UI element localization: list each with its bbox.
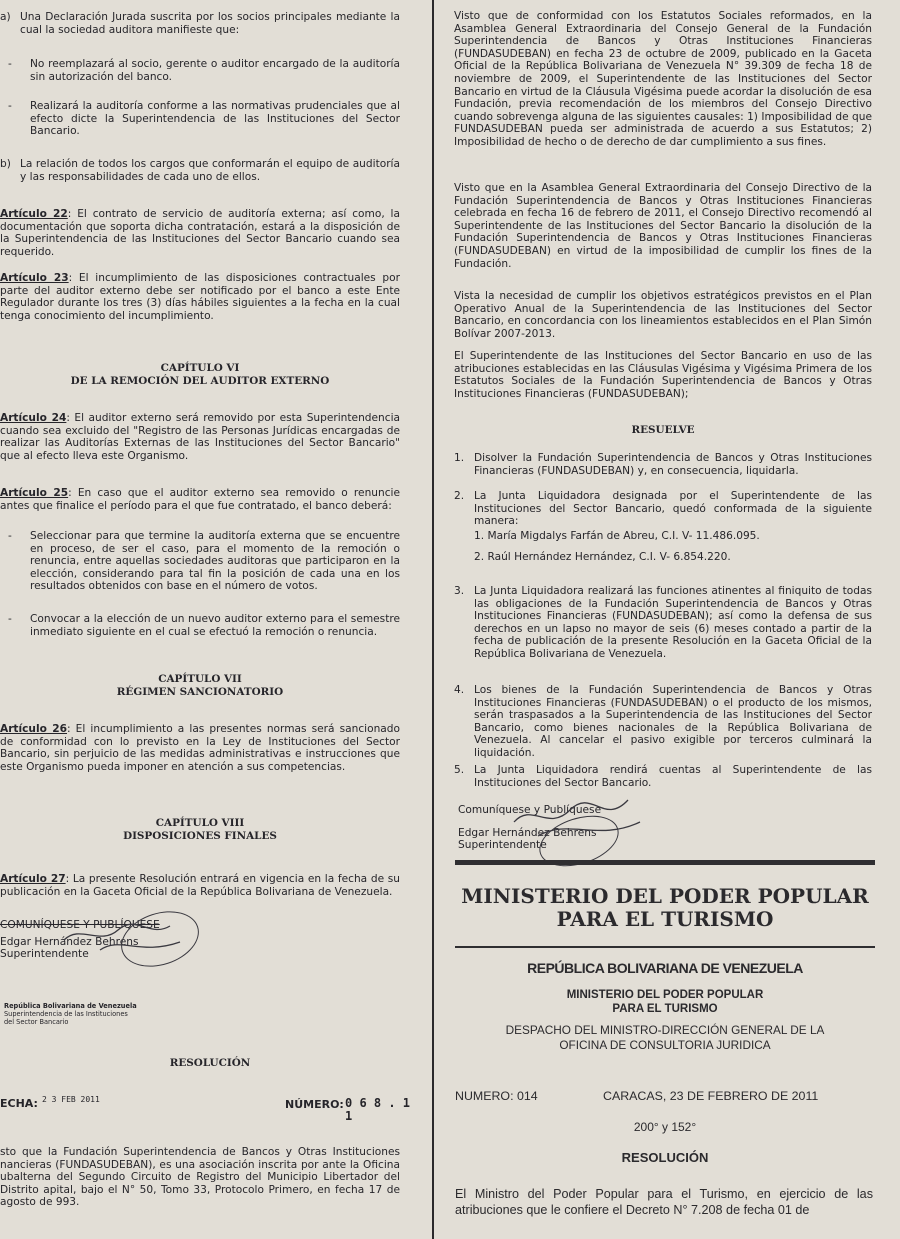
junta-member-2: 2. Raúl Hernández Hernández, C.I. V- 6.854.220. [474,551,731,563]
signature-name: Edgar Hernández Behrens [0,935,139,948]
chapter-6-heading [0,362,400,388]
item-text: Disolver la Fundación Superintendencia de Bancos y Otras Instituciones Financieras (FUNDASUDEBAN) y, en consecuencia, liquidarla. [474,452,872,477]
article-24-text: : El auditor externo será removido por esta Superintendencia cuando sea excluido del "Registro de las Personas Jurídicas encargadas de realizar las Auditorías Externas de las Instituciones del Sector Bancario" que al efecto lleva este Organismo. [0,412,400,462]
dash-text: Convocar a la elección de un nuevo auditor externo para el semestre inmediato siguiente en el cual se efectuó la remoción o renuncia. [30,613,400,638]
ministry-resolution-number: NUMERO: 014 [455,1089,538,1103]
resuelve-item-5 [454,764,872,789]
letterhead-line-2: Superintendencia de las Instituciones [4,1009,128,1018]
item-b-text: La relación de todos los cargos que conformarán el equipo de auditoría y las responsabilidades de cada uno de ellos. [20,158,400,183]
despacho-heading [455,1023,875,1053]
signature-name: Edgar Hernández Behrens [458,826,597,839]
item-number: 2. [454,490,465,502]
ministry-line-1: MINISTERIO DEL PODER POPULAR [461,884,869,908]
item-text: Los bienes de la Fundación Superintendencia de Bancos y Otras Instituciones Financieras (FUNDASUDEBAN) o el producto de los mismos, serán traspasados a la Superintendencia de las Instituciones del Sector Bancario, como bienes nacionales de la República Bolivariana de Venezuela. Al cancelar el pasivo exigible por terceros culminará la liquidación. [474,684,872,759]
article-25-dash-1: - Seleccionar para que termine la auditoría externa que se encuentre en proceso, de ser el caso, para el momento de la remoción o renuncia, entre aquellas sociedades auditoras que participaron en la elección, considerando para tal fin la posición de cada una en los resultados obtenidos con base en el número de votos. [8,530,400,593]
article-25 [0,487,400,512]
column-divider [432,0,434,1239]
item-number: 5. [454,764,465,776]
item-b-label: b) [0,158,11,170]
article-23 [0,272,400,322]
article-25-label: Artículo 25 [0,487,69,499]
article-27 [0,873,400,898]
article-24-label: Artículo 24 [0,412,67,424]
ministerio-line-2: PARA EL TURISMO [612,1003,718,1015]
article-24 [0,412,400,462]
signature-line: Comuníquese y Publíquese [458,804,602,816]
item-a-label: a) [0,11,11,23]
ministry-opening-paragraph: El Ministro del Poder Popular para el Turismo, en ejercicio de las atribuciones que le confiere el Decreto N° 7.208 de fecha 01 de [455,1187,873,1217]
resuelve-item-2 [454,490,872,528]
article-26 [0,723,400,773]
item-number: 4. [454,684,465,696]
item-text: La Junta Liquidadora rendirá cuentas al Superintendente de las Instituciones del Sector Bancario. [474,764,872,789]
item-a-dash-1: - No reemplazará al socio, gerente o auditor encargado de la auditoría sin autorización del banco. [8,58,400,83]
article-25-dash-2: - Convocar a la elección de un nuevo auditor externo para el semestre inmediato siguiente en el cual se efectuó la remoción o renuncia. [8,613,400,638]
visto-paragraph-1: Visto que de conformidad con los Estatutos Sociales reformados, en la Asamblea General Extraordinaria del Consejo General de la Fundación Superintendencia de Bancos y Otras Instituciones Financieras (FUNDASUDEBAN) en fecha 23 de octubre de 2009, publicado en la Gaceta Oficial de la República Bolivariana de Venezuela N° 39.309 de fecha 18 de noviembre de 2009, el Superintendente de las Instituciones del Sector Bancario en virtud de la Cláusula Vigésima puede acordar la disolución de esa Fundación, previa recomendación de los miembros del Consejo Directivo cuando sobrevenga alguna de las siguientes causales: 1) Imposibilidad de que FUNDASUDEBAN pueda ser administrada de acuerdo a sus Estatutos; 2) Imposibilidad de hecho o de derecho de dar cumplimiento a sus fines. [454,10,872,148]
left-closing-paragraph: sto que la Fundación Superintendencia de Bancos y Otras Instituciones nancieras (FUNDASUDEBAN), es una asociación inscrita por ante la Oficina ubalterna del Segundo Circuito de Registro del Municipio Libertador del Distrito apital, bajo el N° 50, Tomo 33, Protocolo Primero, en fecha 17 de agosto de 993. [0,1146,400,1209]
article-26-text: : El incumplimiento a las presentes normas será sancionado de conformidad con lo previsto en la Ley de Instituciones del Sector Bancario, sin perjuicio de las medidas administrativas e instrucciones que este Organismo pueda imponer en atención a sus competencias. [0,723,400,773]
chapter-7-number: CAPÍTULO VII [158,673,242,685]
ministerio-heading [455,988,875,1016]
article-26-label: Artículo 26 [0,723,68,735]
article-23-label: Artículo 23 [0,272,69,284]
dash-text: No reemplazará al socio, gerente o auditor encargado de la auditoría sin autorización del banco. [30,58,400,83]
chapter-7-heading [0,673,400,699]
item-b [0,158,400,183]
item-number: 1. [454,452,465,464]
visto-paragraph-2: Visto que en la Asamblea General Extraordinaria del Consejo Directivo de la Fundación Superintendencia de Bancos y Otras Instituciones Financieras celebrada en fecha 16 de febrero de 2011, el Consejo Directivo recomendó al Superintendente de las Instituciones del Sector Bancario la disolución de la Fundación Superintendencia de Bancos y Otras Instituciones Financieras (FUNDASUDEBAN) en virtud de la imposibilidad de cumplir los fines de la Fundación. [454,182,872,270]
fecha-stamp: 2 3 FEB 2011 [42,1095,100,1104]
item-a-dash-2: - Realizará la auditoría conforme a las normativas prudenciales que al efecto dicte la Superintendencia de las Instituciones del Sector Bancario. [8,100,400,138]
fecha-label: ECHA: [0,1097,38,1110]
item-a-text: Una Declaración Jurada suscrita por los socios principales mediante la cual la sociedad auditora manifieste que: [20,11,400,36]
article-22 [0,208,400,258]
ministry-place-date: CARACAS, 23 DE FEBRERO DE 2011 [603,1089,819,1103]
handwritten-signature [508,792,648,852]
article-27-label: Artículo 27 [0,873,66,885]
letterhead-line-3: del Sector Bancario [4,1017,69,1026]
article-25-text: : En caso que el auditor externo sea removido o renuncie antes que finalice el período para el que fue contratado, el banco deberá: [0,487,401,512]
article-22-label: Artículo 22 [0,208,68,220]
letterhead [4,1003,204,1026]
handwritten-signature [60,916,200,966]
resuelve-item-1 [454,452,872,477]
resuelve-item-3 [454,585,872,661]
junta-member-1: 1. María Migdalys Farfán de Abreu, C.I. V- 11.486.095. [474,530,760,542]
item-a [0,11,400,36]
ministry-top-rule [455,860,875,865]
signature-line: COMUNÍQUESE Y PUBLÍQUESE [0,919,160,931]
ministerio-line-1: MINISTERIO DEL PODER POPULAR [566,989,764,1001]
dash-text: Realizará la auditoría conforme a las normativas prudenciales que al efecto dicte la Superintendencia de las Instituciones del Sector Bancario. [30,100,400,138]
article-27-text: : La presente Resolución entrará en vigencia en la fecha de su publicación en la Gaceta Oficial de la República Bolivariana de Venezuela. [0,873,400,898]
ministry-bottom-rule [455,946,875,948]
left-resolution-title: RESOLUCIÓN [169,1057,251,1069]
letterhead-line-1: República Bolivariana de Venezuela [4,1002,137,1010]
numero-value: 0 6 8 . 1 1 [345,1096,411,1123]
republica-heading: REPÚBLICA BOLIVARIANA DE VENEZUELA [527,960,803,976]
item-text: La Junta Liquidadora realizará las funciones atinentes al finiquito de todas las obligaciones de la Fundación Superintendencia de Bancos y Otras Instituciones Financieras (FUNDASUDEBAN); así como la defensa de sus derechos en un lapso no mayor de seis (6) meses contado a partir de la fecha de publicación de la presente Resolución en la Gaceta Oficial de la República Bolivariana de Venezuela. [474,585,872,660]
resuelve-heading: RESUELVE [631,424,695,436]
article-22-text: : El contrato de servicio de auditoría externa; así como, la documentación que soporta dicha contratación, estará a la disposición de la Superintendencia de las Instituciones del Sector Bancario cuando sea requerido. [0,208,400,258]
chapter-6-title: DE LA REMOCIÓN DEL AUDITOR EXTERNO [70,375,330,387]
chapter-8-number: CAPÍTULO VIII [155,817,245,829]
signature-title: Superintendente [458,839,547,851]
item-text: La Junta Liquidadora designada por el Superintendente de las Instituciones del Sector Bancario, quedó conformada de la siguiente manera: [474,490,872,528]
despacho-line-1: DESPACHO DEL MINISTRO-DIRECCIÓN GENERAL DE LA [505,1023,825,1037]
numero-label: NÚMERO: [285,1098,344,1111]
item-number: 3. [454,585,465,597]
dash-text: Seleccionar para que termine la auditoría externa que se encuentre en proceso, de ser el caso, para el momento de la remoción o renuncia, entre aquellas sociedades auditoras que participaron en la elección, considerando para tal fin la posición de cada una en los resultados obtenidos con base en el número de votos. [30,530,400,593]
despacho-line-2: OFICINA DE CONSULTORIA JURIDICA [559,1038,771,1052]
article-23-text: : El incumplimiento de las disposiciones contractuales por parte del auditor externo debe ser notificado por el banco a este Ente Regulador durante los tres (3) días hábiles siguientes a la fecha en la cual tenga conocimiento del incumplimiento. [0,272,400,322]
chapter-7-title: RÉGIMEN SANCIONATORIO [116,686,284,698]
ministry-resolution-title: RESOLUCIÓN [621,1150,709,1165]
ministry-line-2: PARA EL TURISMO [556,907,774,931]
signature-title: Superintendente [0,948,89,960]
ministry-years: 200° y 152° [633,1120,697,1134]
superintendente-paragraph: El Superintendente de las Instituciones del Sector Bancario en uso de las atribuciones establecidas en las Cláusulas Vigésima y Vigésima Primera de los Estatutos Sociales de la Fundación Superintendencia de Bancos y Otras Instituciones Financieras (FUNDASUDEBAN); [454,350,872,400]
chapter-8-heading [0,817,400,843]
resuelve-item-4 [454,684,872,760]
ministry-heading [455,885,875,931]
chapter-8-title: DISPOSICIONES FINALES [123,830,277,842]
chapter-6-number: CAPÍTULO VI [160,362,240,374]
vista-paragraph-3: Vista la necesidad de cumplir los objetivos estratégicos previstos en el Plan Operativo Anual de la Superintendencia de las Instituciones del Sector Bancario, en concordancia con los lineamientos establecidos en el Plan Simón Bolívar 2007-2013. [454,290,872,340]
